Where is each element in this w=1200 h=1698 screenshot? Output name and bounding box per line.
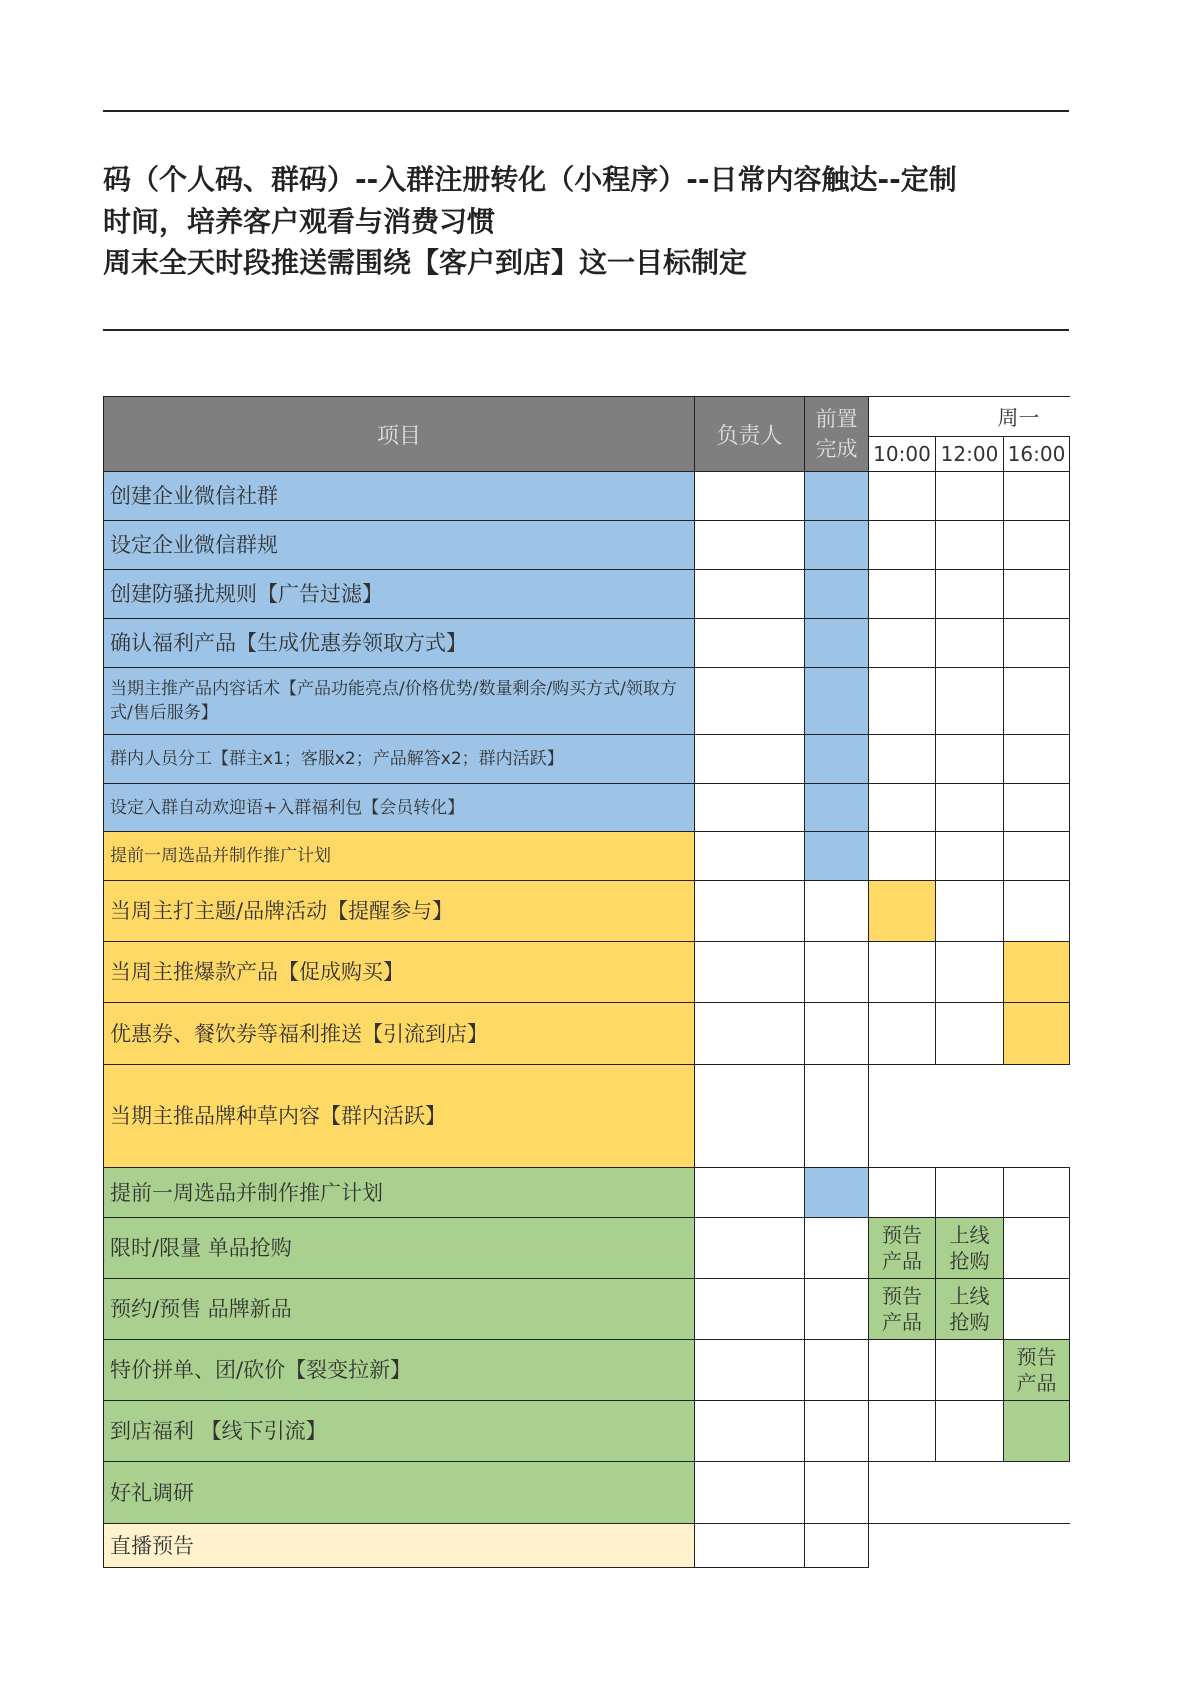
table-row bbox=[104, 668, 1070, 735]
time-cell bbox=[869, 1003, 936, 1065]
time-cell bbox=[869, 472, 936, 521]
time-cell bbox=[1004, 881, 1070, 942]
row-label: 群内人员分工【群主x1；客服x2；产品解答x2；群内活跃】 bbox=[104, 735, 695, 784]
pre-cell bbox=[805, 570, 869, 619]
header-day: 周一 bbox=[869, 397, 1070, 437]
owner-cell bbox=[695, 1218, 805, 1279]
intro-line-2: 时间，培养客户观看与消费习惯 bbox=[103, 205, 496, 238]
row-label: 到店福利 【线下引流】 bbox=[104, 1401, 695, 1462]
owner-cell bbox=[695, 1462, 805, 1524]
time-cell bbox=[869, 1340, 936, 1401]
time-cell bbox=[936, 570, 1004, 619]
time-cell: 上线 抢购 bbox=[936, 1218, 1004, 1279]
owner-cell bbox=[695, 472, 805, 521]
table-row bbox=[104, 942, 1070, 1003]
time-cell bbox=[1004, 832, 1070, 881]
time-cell bbox=[869, 1401, 936, 1462]
row-label: 创建防骚扰规则【广告过滤】 bbox=[104, 570, 695, 619]
bottom-rule bbox=[103, 329, 1069, 331]
table-row bbox=[104, 832, 1070, 881]
top-rule bbox=[103, 110, 1069, 112]
owner-cell bbox=[695, 942, 805, 1003]
time-cell bbox=[869, 1168, 936, 1218]
table-row bbox=[104, 1340, 1070, 1401]
table-row bbox=[104, 521, 1070, 570]
row-label: 创建企业微信社群 bbox=[104, 472, 695, 521]
table-row bbox=[104, 1168, 1070, 1218]
owner-cell bbox=[695, 521, 805, 570]
time-cell bbox=[936, 784, 1004, 832]
table-row bbox=[104, 735, 1070, 784]
row-label: 提前一周选品并制作推广计划 bbox=[104, 1168, 695, 1218]
time-cell bbox=[936, 668, 1004, 735]
table-row bbox=[104, 1218, 1070, 1279]
time-cell bbox=[1004, 1401, 1070, 1462]
pre-cell bbox=[805, 1065, 869, 1168]
time-cell bbox=[936, 832, 1004, 881]
row-label: 特价拼单、团/砍价【裂变拉新】 bbox=[104, 1340, 695, 1401]
time-cell bbox=[936, 1340, 1004, 1401]
owner-cell bbox=[695, 1065, 805, 1168]
time-cell: 预告 产品 bbox=[1004, 1340, 1070, 1401]
pre-cell bbox=[805, 1524, 869, 1568]
row-label: 当周主打主题/品牌活动【提醒参与】 bbox=[104, 881, 695, 942]
time-blank bbox=[869, 1524, 1070, 1568]
time-cell bbox=[869, 832, 936, 881]
header-time: 16:00 bbox=[1004, 437, 1070, 472]
pre-cell bbox=[805, 1340, 869, 1401]
owner-cell bbox=[695, 735, 805, 784]
pre-cell bbox=[805, 1279, 869, 1340]
time-cell bbox=[936, 942, 1004, 1003]
owner-cell bbox=[695, 1524, 805, 1568]
time-cell bbox=[936, 881, 1004, 942]
time-cell bbox=[869, 521, 936, 570]
pre-cell bbox=[805, 881, 869, 942]
time-cell bbox=[869, 668, 936, 735]
header-item: 项目 bbox=[104, 397, 695, 472]
time-cell bbox=[1004, 1218, 1070, 1279]
pre-cell bbox=[805, 619, 869, 668]
table-row bbox=[104, 1003, 1070, 1065]
table-row bbox=[104, 619, 1070, 668]
pre-cell bbox=[805, 784, 869, 832]
owner-cell bbox=[695, 570, 805, 619]
header-pre: 前置 完成 bbox=[805, 397, 869, 472]
row-label: 提前一周选品并制作推广计划 bbox=[104, 832, 695, 881]
row-label: 优惠券、餐饮券等福利推送【引流到店】 bbox=[104, 1003, 695, 1065]
pre-cell bbox=[805, 735, 869, 784]
owner-cell bbox=[695, 784, 805, 832]
time-cell: 预告 产品 bbox=[869, 1279, 936, 1340]
time-cell bbox=[1004, 1003, 1070, 1065]
pre-cell bbox=[805, 1003, 869, 1065]
row-label: 当期主推品牌种草内容【群内活跃】 bbox=[104, 1065, 695, 1168]
table-row bbox=[104, 1401, 1070, 1462]
row-label: 好礼调研 bbox=[104, 1462, 695, 1524]
owner-cell bbox=[695, 619, 805, 668]
time-cell bbox=[1004, 570, 1070, 619]
pre-cell bbox=[805, 1218, 869, 1279]
row-label: 限时/限量 单品抢购 bbox=[104, 1218, 695, 1279]
time-cell bbox=[936, 1168, 1004, 1218]
time-blank bbox=[869, 1065, 1070, 1168]
pre-cell bbox=[805, 1462, 869, 1524]
owner-cell bbox=[695, 1003, 805, 1065]
owner-cell bbox=[695, 1340, 805, 1401]
time-cell bbox=[936, 1401, 1004, 1462]
time-cell bbox=[869, 784, 936, 832]
row-label: 设定企业微信群规 bbox=[104, 521, 695, 570]
table-row bbox=[104, 1462, 1070, 1524]
pre-cell bbox=[805, 1168, 869, 1218]
time-cell bbox=[1004, 472, 1070, 521]
table-row bbox=[104, 881, 1070, 942]
row-label: 当周主推爆款产品【促成购买】 bbox=[104, 942, 695, 1003]
schedule-table bbox=[103, 396, 1070, 1568]
time-cell bbox=[1004, 784, 1070, 832]
table-row bbox=[104, 1524, 1070, 1568]
row-label: 预约/预售 品牌新品 bbox=[104, 1279, 695, 1340]
time-cell bbox=[1004, 942, 1070, 1003]
owner-cell bbox=[695, 832, 805, 881]
time-cell bbox=[1004, 619, 1070, 668]
pre-cell bbox=[805, 668, 869, 735]
time-cell bbox=[1004, 521, 1070, 570]
pre-cell bbox=[805, 472, 869, 521]
owner-cell bbox=[695, 1279, 805, 1340]
time-cell bbox=[936, 472, 1004, 521]
owner-cell bbox=[695, 668, 805, 735]
time-cell bbox=[869, 619, 936, 668]
table-row bbox=[104, 472, 1070, 521]
intro-line-3: 周末全天时段推送需围绕【客户到店】这一目标制定 bbox=[103, 246, 748, 279]
time-cell bbox=[869, 735, 936, 784]
table-row bbox=[104, 570, 1070, 619]
header-time: 10:00 bbox=[869, 437, 936, 472]
row-label: 直播预告 bbox=[104, 1524, 695, 1568]
owner-cell bbox=[695, 881, 805, 942]
pre-cell bbox=[805, 1401, 869, 1462]
time-cell bbox=[936, 1003, 1004, 1065]
time-cell bbox=[869, 942, 936, 1003]
header-owner: 负责人 bbox=[695, 397, 805, 472]
time-cell bbox=[936, 619, 1004, 668]
time-cell bbox=[869, 881, 936, 942]
time-cell: 预告 产品 bbox=[869, 1218, 936, 1279]
intro-line-1: 码（个人码、群码）--入群注册转化（小程序）--日常内容触达--定制 bbox=[103, 163, 957, 196]
time-cell bbox=[936, 735, 1004, 784]
time-blank bbox=[869, 1462, 1070, 1524]
header-time: 12:00 bbox=[936, 437, 1004, 472]
pre-cell bbox=[805, 521, 869, 570]
row-label: 当期主推产品内容话术【产品功能亮点/价格优势/数量剩余/购买方式/领取方式/售后服务】 bbox=[104, 668, 695, 735]
table-row bbox=[104, 1279, 1070, 1340]
time-cell: 上线 抢购 bbox=[936, 1279, 1004, 1340]
table-row bbox=[104, 1065, 1070, 1168]
table-row bbox=[104, 784, 1070, 832]
time-cell bbox=[936, 521, 1004, 570]
row-label: 确认福利产品【生成优惠券领取方式】 bbox=[104, 619, 695, 668]
pre-cell bbox=[805, 832, 869, 881]
owner-cell bbox=[695, 1401, 805, 1462]
time-cell bbox=[1004, 668, 1070, 735]
owner-cell bbox=[695, 1168, 805, 1218]
row-label: 设定入群自动欢迎语+入群福利包【会员转化】 bbox=[104, 784, 695, 832]
time-cell bbox=[1004, 1279, 1070, 1340]
time-cell bbox=[1004, 735, 1070, 784]
time-cell bbox=[869, 570, 936, 619]
pre-cell bbox=[805, 942, 869, 1003]
time-cell bbox=[1004, 1168, 1070, 1218]
